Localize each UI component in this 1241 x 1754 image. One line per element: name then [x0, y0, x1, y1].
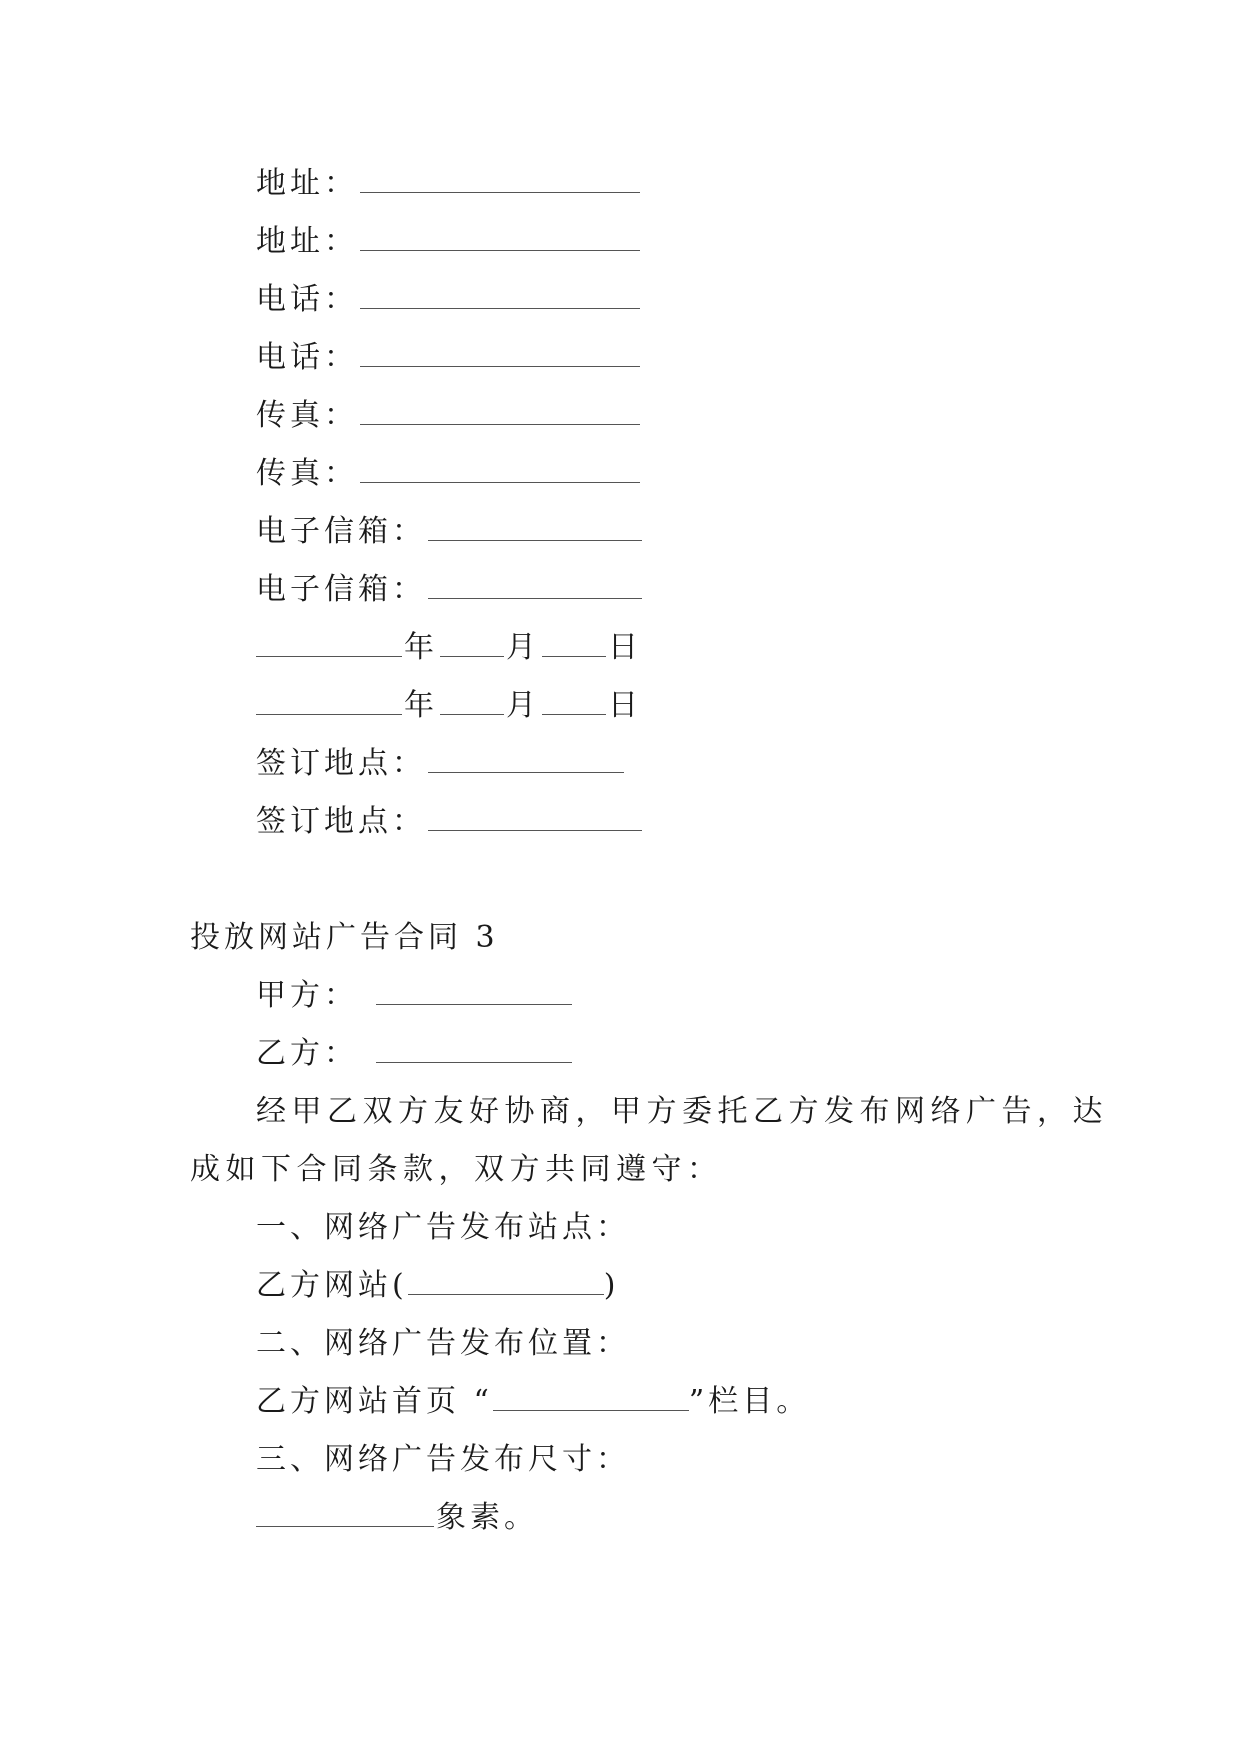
field-label: 传真： [256, 398, 358, 433]
month-blank [440, 713, 504, 715]
field-label: 签订地点： [256, 746, 426, 781]
signing-place-a [256, 744, 626, 784]
fill-blank [493, 1409, 689, 1411]
fill-blank [428, 597, 642, 599]
fill-blank [428, 539, 642, 541]
date-line-a [256, 628, 642, 668]
field-label: 电子信箱： [256, 572, 426, 607]
site-line [256, 1266, 619, 1306]
party-b-line [256, 1034, 574, 1074]
party-a-label: 甲方： [256, 978, 358, 1013]
day-label: 日 [608, 688, 642, 723]
party-b-label: 乙方： [256, 1036, 358, 1071]
fill-blank [408, 1293, 604, 1295]
size-suffix: 象素。 [436, 1500, 538, 1535]
field-label: 地址： [256, 166, 358, 201]
fill-blank [360, 249, 640, 251]
size-line [256, 1498, 538, 1538]
phone-field-b [256, 338, 642, 378]
address-field-b [256, 222, 642, 262]
month-blank [440, 655, 504, 657]
contract-title: 投放网站广告合同 3 [190, 920, 499, 955]
fax-field-a [256, 396, 642, 436]
address-field-a [256, 164, 642, 204]
field-label: 电话： [256, 282, 358, 317]
fill-blank [376, 1003, 572, 1005]
year-label: 年 [404, 688, 438, 723]
site-prefix: 乙方网站( [256, 1268, 408, 1303]
field-label: 电子信箱： [256, 514, 426, 549]
intro-paragraph-line2: 成如下合同条款，双方共同遵守： [190, 1152, 723, 1187]
intro-paragraph-line1: 经甲乙双方友好协商，甲方委托乙方发布网络广告，达 [256, 1094, 1108, 1129]
year-label: 年 [404, 630, 438, 665]
position-prefix: 乙方网站首页 “ [256, 1384, 493, 1419]
fill-blank [376, 1061, 572, 1063]
field-label: 传真： [256, 456, 358, 491]
year-blank [256, 655, 402, 657]
signing-place-b [256, 802, 644, 842]
fill-blank [360, 481, 640, 483]
fax-field-b [256, 454, 642, 494]
fill-blank [360, 191, 640, 193]
year-blank [256, 713, 402, 715]
fill-blank [360, 423, 640, 425]
email-field-a [256, 512, 644, 552]
fill-blank [428, 771, 624, 773]
month-label: 月 [506, 688, 540, 723]
field-label: 签订地点： [256, 804, 426, 839]
email-field-b [256, 570, 644, 610]
section-3-heading: 三、网络广告发布尺寸： [256, 1442, 630, 1477]
fill-blank [256, 1525, 434, 1527]
day-blank [542, 655, 606, 657]
site-suffix: ) [603, 1268, 620, 1303]
field-label: 地址： [256, 224, 358, 259]
section-2-heading: 二、网络广告发布位置： [256, 1326, 630, 1361]
position-line [256, 1382, 810, 1422]
section-1-heading: 一、网络广告发布站点： [256, 1210, 630, 1245]
day-label: 日 [608, 630, 642, 665]
day-blank [542, 713, 606, 715]
position-suffix: ”栏目。 [688, 1384, 811, 1419]
fill-blank [428, 829, 642, 831]
field-label: 电话： [256, 340, 358, 375]
party-a-line [256, 976, 574, 1016]
phone-field-a [256, 280, 642, 320]
fill-blank [360, 365, 640, 367]
month-label: 月 [506, 630, 540, 665]
date-line-b [256, 686, 642, 726]
fill-blank [360, 307, 640, 309]
